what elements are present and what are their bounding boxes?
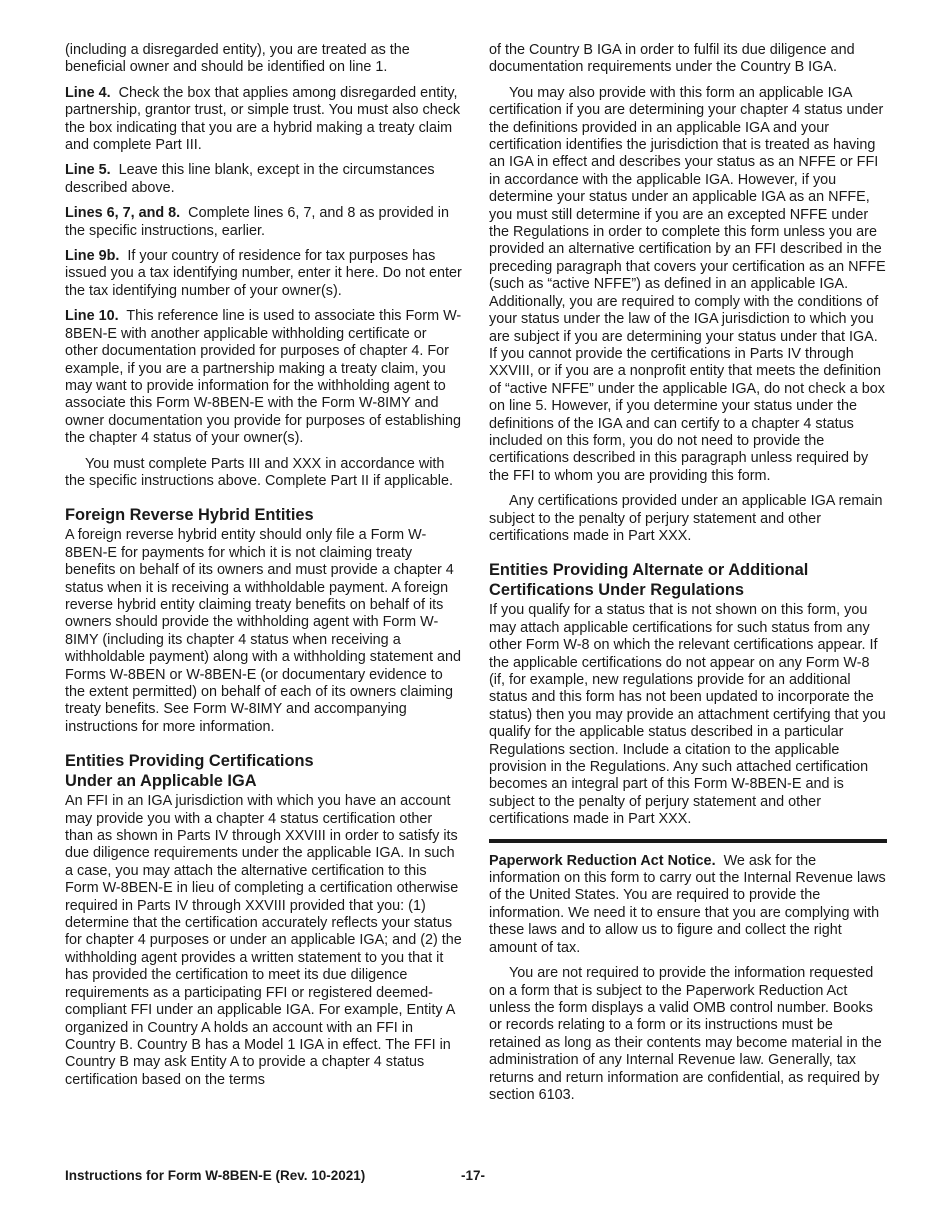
section-divider [489,839,887,843]
left-column [65,42,463,1097]
iga-certifications-paragraph: An FFI in an IGA jurisdiction with which you have an account may provide you with a chapter 4 status certification other than as shown in Parts IV through XXVIII in order to satisfy its due diligence requirements under the applicable IGA. In such a case, you may attach the alternative certification to this Form W-8BEN-E in lieu of completing a certification otherwise required in Parts IV through XXVIII provided that you: (1) determine that the certification accurately reflects your status for chapter 4 purposes or under an applicable IGA; and (2) the withholding agent provides a written statement to you that it has provided the certification to meet its due diligence requirements as a participating FFI or registered deemed-compliant FFI under an applicable IGA. For example, Entity A organized in Country A holds an account with an FFI in Country B. Country B has a Model 1 IGA in effect. The FFI in Country B may ask Entity A to provide a chapter 4 status certification based on the terms [65,793,462,1088]
alternate-certifications-paragraph: If you qualify for a status that is not shown on this form, you may attach applicable certifications for such status from any other Form W-8 on which the relevant certifications appear. If the applicable certifications do not appear on any Form W-8 (if, for example, new regulations provide for an additional status and this form has not been updated to incorporate the status) then you may provide an attachment certifying that you qualify for the applicable status described in a particular Regulations section. Include a citation to the applicable provision in the Regulations. Any such attached certification becomes an integral part of this Form W-8BEN-E and is subject to the penalty of perjury statement and other certifications made in Part XXX. [489,602,886,828]
page-footer [65,1168,887,1188]
alt-heading-line-2: Certifications Under Regulations [489,581,744,600]
line-9b-text: If your country of residence for tax purposes has issued you a tax identifying number, enter it here. Do not enter the tax identifying number of your owner(s). [65,248,462,299]
line-5-label: Line 5. [65,162,111,179]
not-required-paragraph: You are not required to provide the information requested on a form that is subject to the Paperwork Reduction Act unless the form displays a valid OMB control number. Books or records relating to a form or its instructions must be retained as long as their contents may become material in the administration of any Internal Revenue law. Generally, tax returns and return information are confidential, as required by section 6103. [489,965,882,1103]
line-5-text: Leave this line blank, except in the circumstances described above. [65,162,435,196]
paperwork-reduction-paragraph [489,853,887,957]
paperwork-reduction-label: Paperwork Reduction Act Notice. [489,852,716,869]
line-4-label: Line 4. [65,84,111,101]
foreign-reverse-hybrid-heading: Foreign Reverse Hybrid Entities [65,506,314,525]
footer-page-number: -17- [461,1168,486,1183]
lines-6-7-8-label: Lines 6, 7, and 8. [65,205,181,222]
lines-6-7-8-paragraph [65,205,463,240]
line-4-paragraph [65,85,463,155]
footer-form-title: Instructions for Form W-8BEN-E (Rev. 10-2021) [65,1168,366,1183]
line-5-paragraph [65,162,463,197]
line-9b-label: Line 9b. [65,248,120,265]
alternate-certifications-heading [489,560,887,600]
lines-6-7-8-text: Complete lines 6, 7, and 8 as provided in the specific instructions, earlier. [65,205,449,239]
also-provide-paragraph: You may also provide with this form an applicable IGA certification if you are determining your chapter 4 status under the definitions provided in an applicable IGA and your certification identifies the jurisdiction that is treated as having an IGA in effect and describes your status as an NFFE or FFI in accordance with the applicable IGA. However, if you determine your status under an applicable IGA as an NFFE, you must still determine if you are an excepted NFFE under the Regulations in order to complete this form unless you are provided an alternative certification by an FFI described in the preceding paragraph that covers your certification as an NFFE (such as “active NFFE”) as defined in an applicable IGA. Additionally, you are required to comply with the conditions of your status under the law of the IGA jurisdiction to which you are subject if you are determining your status under that IGA. If you cannot provide the certifications in Parts IV through XXVIII, or if you are a nonprofit entity that meets the definition of “active NFFE” under the applicable IGA, do not check a box on line 5. However, if you determine your status under the definitions of the IGA and can certify to a chapter 4 status included on this form, you do not need to provide the certifications described in this paragraph unless required by the FFI to whom you are providing this form. [489,84,886,484]
line-10-text: This reference line is used to associate this Form W-8BEN-E with another applicable withholding certificate or other documentation provided for purposes of chapter 4. For example, if you are a partnership making a treaty claim, you may want to provide information for the withholding agent to associate this Form W-8BEN-E with the Form W-8IMY and owner documentation you provide for purposes of establishing the chapter 4 status of your owner(s). [65,308,462,447]
must-complete-paragraph: You must complete Parts III and XXX in accordance with the specific instructions above. Complete Part II if applicable. [65,455,453,489]
continued-paragraph: of the Country B IGA in order to fulfil its due diligence and documentation requirements under the Country B IGA. [489,42,855,76]
intro-paragraph: (including a disregarded entity), you are treated as the beneficial owner and should be identified on line 1. [65,42,410,76]
alt-heading-line-1: Entities Providing Alternate or Additional [489,561,809,580]
line-9b-paragraph [65,248,463,300]
foreign-reverse-hybrid-paragraph: A foreign reverse hybrid entity should only file a Form W-8BEN-E for payments for which it is not claiming treaty benefits on behalf of its owners and must provide a chapter 4 status when it is receiving a withholdable payment. A foreign reverse hybrid entity claiming treaty benefits on behalf of its owners should provide the withholding agent with Form W-8IMY (including its chapter 4 status when receiving a withholdable payment) along with a withholding statement and Forms W-8BEN or W-8BEN-E (or documentary evidence to the extent permitted) on behalf of each of its owners claiming treaty benefits. See Form W-8IMY and accompanying instructions for more information. [65,527,461,735]
line-10-label: Line 10. [65,308,119,325]
any-certifications-paragraph: Any certifications provided under an applicable IGA remain subject to the penalty of perjury statement and other certifications made in Part XXX. [489,493,883,544]
line-10-paragraph [65,308,463,447]
iga-certifications-heading [65,751,463,791]
right-column [489,42,887,1112]
paperwork-reduction-text: We ask for the information on this form to carry out the Internal Revenue laws of the United States. You are required to provide the information. We need it to ensure that you are complying with these laws and to allow us to figure and collect the right amount of tax. [489,852,886,956]
iga-heading-line-1: Entities Providing Certifications [65,752,314,771]
line-4-text: Check the box that applies among disregarded entity, partnership, grantor trust, or simple trust. You must also check the box indicating that you are a hybrid making a treaty claim and complete Part III. [65,84,461,154]
iga-heading-line-2: Under an Applicable IGA [65,772,257,791]
